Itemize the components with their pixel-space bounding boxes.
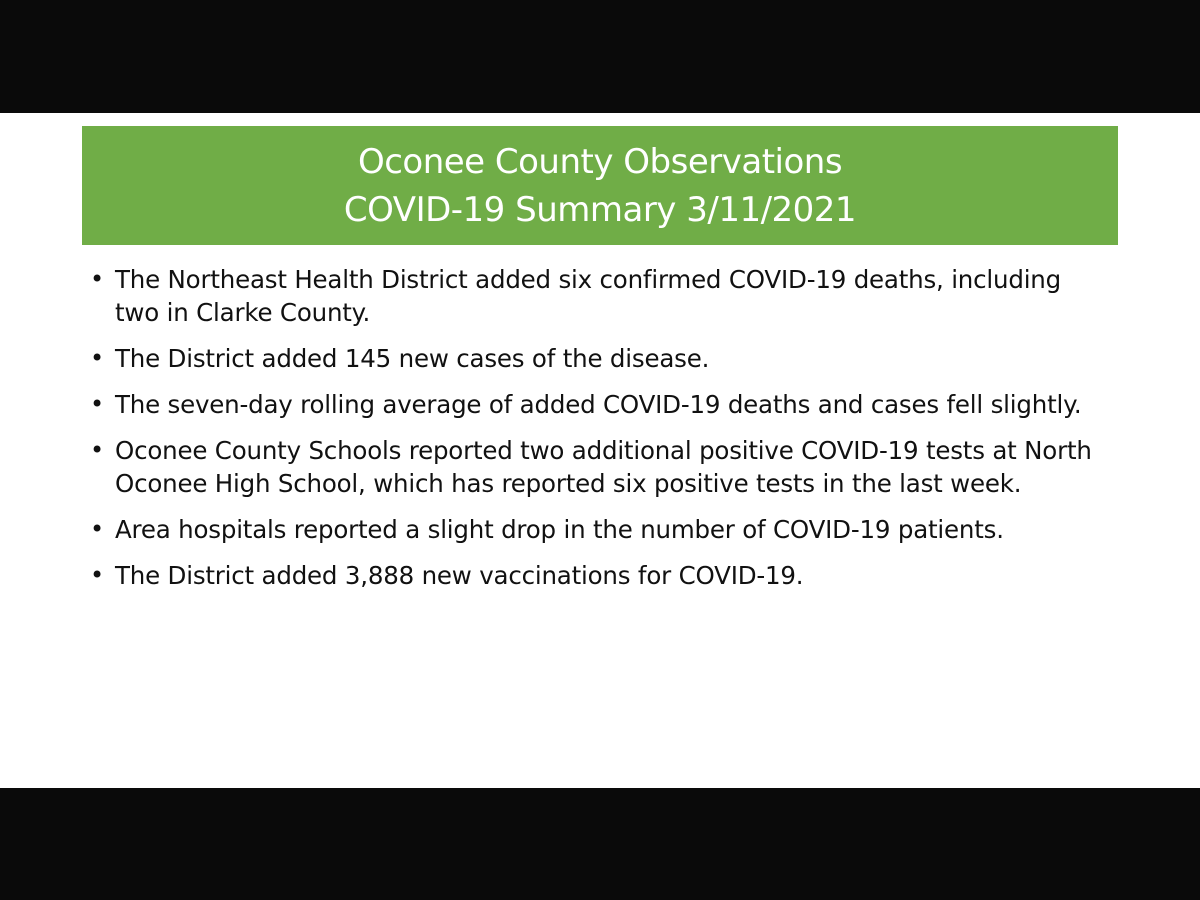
title-line-1: Oconee County Observations (357, 141, 843, 182)
bullet-text: The seven-day rolling average of added COVID-19 deaths and cases fell slightly. (115, 390, 1082, 419)
slide (0, 113, 1200, 788)
bullet-dot-icon: • (90, 515, 104, 543)
bullet-dot-icon: • (90, 390, 104, 418)
title-band (82, 126, 1118, 245)
bullet-dot-icon: • (90, 436, 104, 464)
title-line-2: COVID-19 Summary 3/11/2021 (343, 189, 857, 230)
bullet-item-1 (88, 263, 1108, 329)
bullet-list (88, 263, 1108, 605)
bullet-text: The District added 3,888 new vaccinations for COVID-19. (115, 561, 804, 590)
bullet-dot-icon: • (90, 344, 104, 372)
bullet-item-2 (88, 342, 1108, 375)
bullet-text: The District added 145 new cases of the disease. (115, 344, 710, 373)
bullet-dot-icon: • (90, 561, 104, 589)
bullet-text: Area hospitals reported a slight drop in the number of COVID-19 patients. (115, 515, 1004, 544)
bullet-text: The Northeast Health District added six confirmed COVID-19 deaths, including two in Clarke County. (115, 265, 1061, 327)
letterbox-top (0, 0, 1200, 113)
bullet-item-4 (88, 434, 1108, 500)
bullet-dot-icon: • (90, 265, 104, 293)
bullet-item-5 (88, 513, 1108, 546)
letterbox-bottom (0, 788, 1200, 900)
bullet-item-3 (88, 388, 1108, 421)
bullet-item-6 (88, 559, 1108, 592)
bullet-text: Oconee County Schools reported two additional positive COVID-19 tests at North Oconee High School, which has reported six positive tests in the last week. (115, 436, 1092, 498)
